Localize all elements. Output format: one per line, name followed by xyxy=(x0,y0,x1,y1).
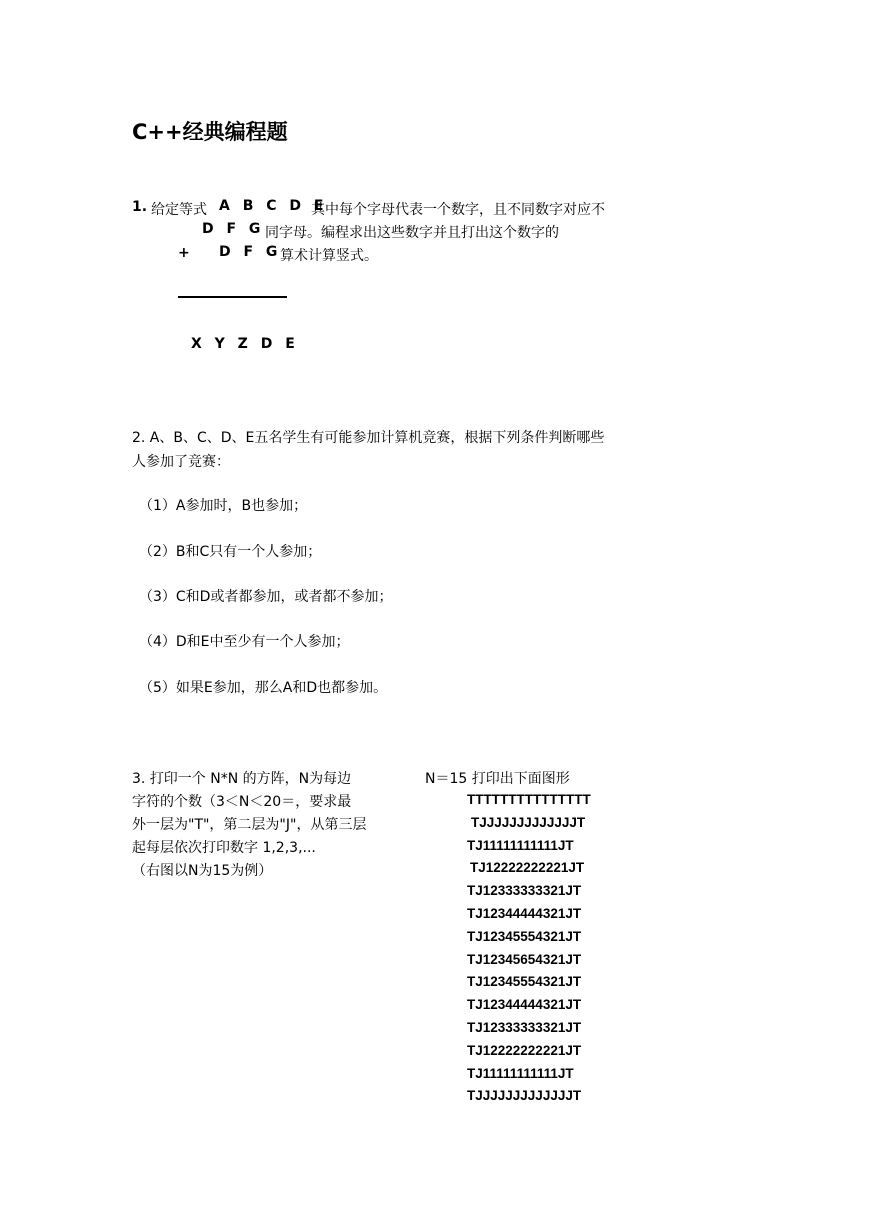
condition-2: （2）B和C只有一个人参加； xyxy=(139,544,322,560)
pattern-row: TJ12333333321JT xyxy=(467,883,582,899)
pattern-row: TJ11111111111JT xyxy=(467,837,574,853)
problem-1-text-1: 其中每个字母代表一个数字，且不同数字对应不 xyxy=(311,202,605,218)
condition-5: （5）如果E参加，那么A和D也都参加。 xyxy=(139,680,388,696)
plus-sign: + xyxy=(178,245,190,261)
pattern-row: TJJJJJJJJJJJJJT xyxy=(471,814,586,830)
sum-divider xyxy=(178,296,287,298)
pattern-grid xyxy=(467,789,591,1108)
problem-1-number: 1. xyxy=(132,199,148,215)
problem-1-text-3: 算术计算竖式。 xyxy=(280,248,378,264)
pattern-row: TJ12222222221JT xyxy=(470,860,585,876)
pattern-row: TJ12345654321JT xyxy=(467,951,582,967)
condition-3: （3）C和D或者都参加，或者都不参加； xyxy=(139,589,393,605)
problem-1-intro: 给定等式 xyxy=(151,202,207,218)
equation-line-2: D F G xyxy=(202,221,265,237)
condition-1: （1）A参加时，B也参加； xyxy=(139,498,308,514)
problem-3-line-2: 字符的个数（3＜N＜20＝，要求最 xyxy=(132,794,352,810)
problem-2-line-1: 2. A、B、C、D、E五名学生有可能参加计算机竞赛，根据下列条件判断哪些 xyxy=(132,430,605,446)
pattern-row: TTTTTTTTTTTTTTT xyxy=(467,792,591,807)
pattern-row: TJ12333333321JT xyxy=(467,1019,582,1035)
pattern-row: TJ12345554321JT xyxy=(467,974,582,990)
pattern-row: TJ12222222221JT xyxy=(467,1042,582,1058)
problem-2-line-2: 人参加了竞赛： xyxy=(132,454,230,470)
problem-3-right-header: N＝15 打印出下面图形 xyxy=(425,771,570,787)
problem-3-line-1: 3. 打印一个 N*N 的方阵，N为每边 xyxy=(132,771,352,787)
problem-3-line-5: （右图以N为15为例） xyxy=(132,863,273,879)
equation-result: X Y Z D E xyxy=(191,336,299,352)
pattern-row: TJJJJJJJJJJJJJT xyxy=(467,1088,582,1104)
page-title: C++经典编程题 xyxy=(132,120,288,144)
pattern-row: TJ12344444321JT xyxy=(467,997,582,1013)
pattern-row: TJ12344444321JT xyxy=(467,905,582,921)
equation-line-3: D F G xyxy=(219,244,282,260)
problem-1-text-2: 同字母。编程求出这些数字并且打出这个数字的 xyxy=(265,225,559,241)
problem-3-line-4: 起每层依次打印数字 1,2,3,... xyxy=(132,840,316,856)
pattern-row: TJ11111111111JT xyxy=(467,1065,574,1081)
equation-line-1: A B C D E xyxy=(219,198,328,214)
pattern-row: TJ12345554321JT xyxy=(467,928,582,944)
problem-3-line-3: 外一层为"T"，第二层为"J"，从第三层 xyxy=(132,817,367,833)
condition-4: （4）D和E中至少有一个人参加； xyxy=(139,634,350,650)
